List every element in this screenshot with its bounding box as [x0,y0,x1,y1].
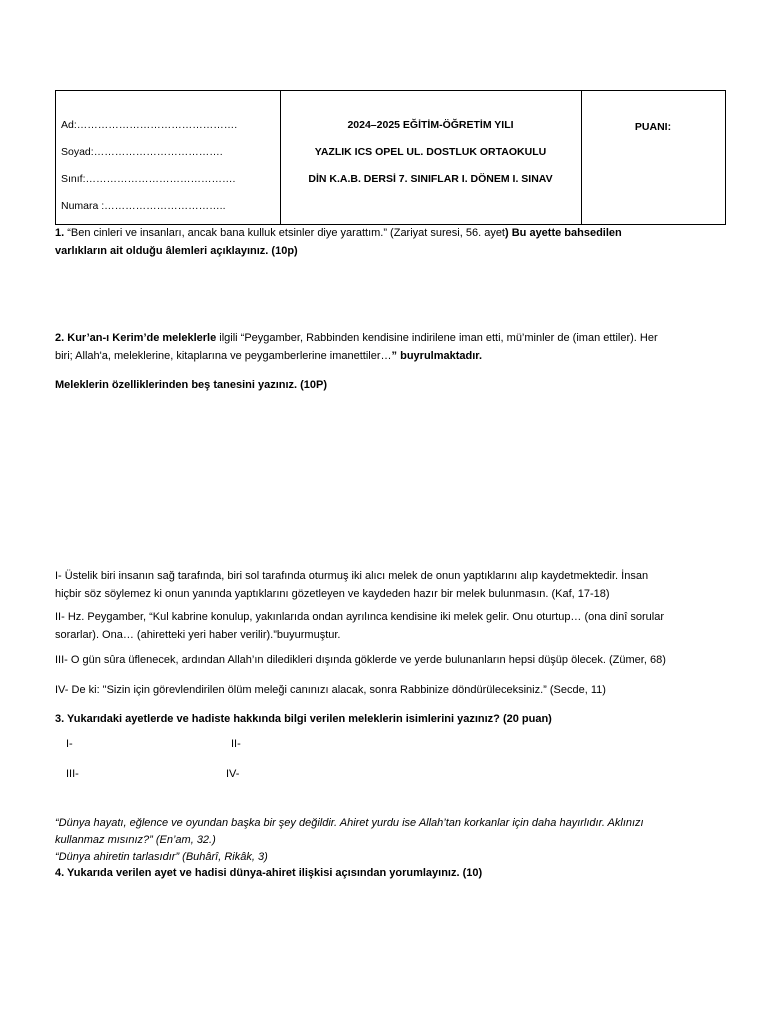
question-4-quotes [55,815,720,866]
item-4: IV- De ki: "Sizin için görevlendirilen ölüm meleği canınızı alacak, sonra Rabbinize döndürüleceksiniz.” (Secde, 11) [55,684,606,696]
question-4-quote-3: “Dünya ahiretin tarlasıdır” (Buhârî, Rikâk, 3) [55,851,268,863]
question-2-bold-start: Kur’an-ı Kerim’de meleklerle [64,332,217,344]
exam-name-title: DİN K.A.B. DERSİ 7. SINIFLAR I. DÖNEM I. SINAV [308,173,553,185]
item-1-line-1: I- Üstelik biri insanın sağ tarafında, biri sol tarafında oturmuş iki alıcı melek de onun yaptıklarını alıp kaydetmektedir. İnsan [55,570,649,582]
item-1 [55,567,720,603]
question-2 [55,329,720,365]
question-4-quote-2: kullanmaz mısınız?” (En’am, 32.) [55,834,216,846]
item-2 [55,608,720,644]
item-2-line-1: II- Hz. Peygamber, “Kul kabrine konulup, yakınlarıda ondan ayrılınca kendisine iki melek gelir. Onu oturtup… (ona dinî sorular [55,611,664,623]
question-1-paren: ) [505,227,509,239]
question-1-quote: “Ben cinleri ve insanları, ancak bana kulluk etsinler diye yarattım.” (Zariyat suresi, 56. ayet [64,227,505,239]
answer-label-4: IV- [226,768,240,780]
question-4: 4. Yukarıda verilen ayet ve hadisi dünya-ahiret ilişkisi açısından yorumlayınız. (10) [55,867,483,879]
question-2-number: 2. [55,332,65,344]
question-1-number: 1. [55,227,65,239]
class-field: Sınıf:……………………………………. [61,173,236,185]
answer-label-3: III- [66,768,79,780]
score-cell [581,91,725,224]
question-2-bold-end: ” buyrulmaktadır. [391,350,483,362]
surname-field: Soyad:………………………………. [61,146,223,158]
item-1-line-2: hiçbir söz söylemez ki onun yanında yaptıklarını gözetleyen ve kaydeden hazır bir melek bulunmasın. (Kaf, 17-18) [55,588,610,600]
question-2-text-1: ilgili “Peygamber, Rabbinden kendisine indirilene iman etti, mü’minler de (iman ettiler). Her [216,332,658,344]
question-1-task-2: varlıkların ait olduğu âlemleri açıklayınız. (10p) [55,245,298,257]
question-1-task-1: Bu ayette bahsedilen [508,227,622,239]
question-1 [55,224,720,260]
question-4-quote-1: “Dünya hayatı, eğlence ve oyundan başka bir şey değildir. Ahiret yurdu ise Allah’tan korkanlar için daha hayırlıdır. Aklınızı [55,817,644,829]
question-2-text-2: biri; Allah'a, meleklerine, kitaplarına ve peygamberlerine imanettiler… [55,350,392,362]
item-2-line-2: sorarlar). Ona… (ahiretteki yeri haber verilir).”buyurmuştur. [55,629,341,641]
school-name-title: YAZLIK ICS OPEL UL. DOSTLUK ORTAOKULU [314,146,547,158]
answer-label-2: II- [231,738,241,750]
answer-label-1: I- [66,738,73,750]
number-field: Numara :…………………………….. [61,200,226,212]
school-year-title: 2024–2025 EĞİTİM-ÖĞRETİM YILI [347,119,514,131]
score-label: PUANI: [634,121,672,133]
student-info-cell [56,91,281,224]
exam-title-cell [280,91,582,224]
question-2-task: Meleklerin özelliklerinden beş tanesini yazınız. (10P) [55,379,328,391]
name-field: Ad:………………………………………. [61,119,238,131]
item-3: III- O gün sûra üflenecek, ardından Allah’ın diledikleri dışında göklerde ve yerde bulunanların hepsi düşüp ölecek. (Zümer, 68) [55,654,666,666]
question-3: 3. Yukarıdaki ayetlerde ve hadiste hakkında bilgi verilen meleklerin isimlerini yazınız? (20 puan) [55,713,552,725]
header-table [55,90,726,225]
